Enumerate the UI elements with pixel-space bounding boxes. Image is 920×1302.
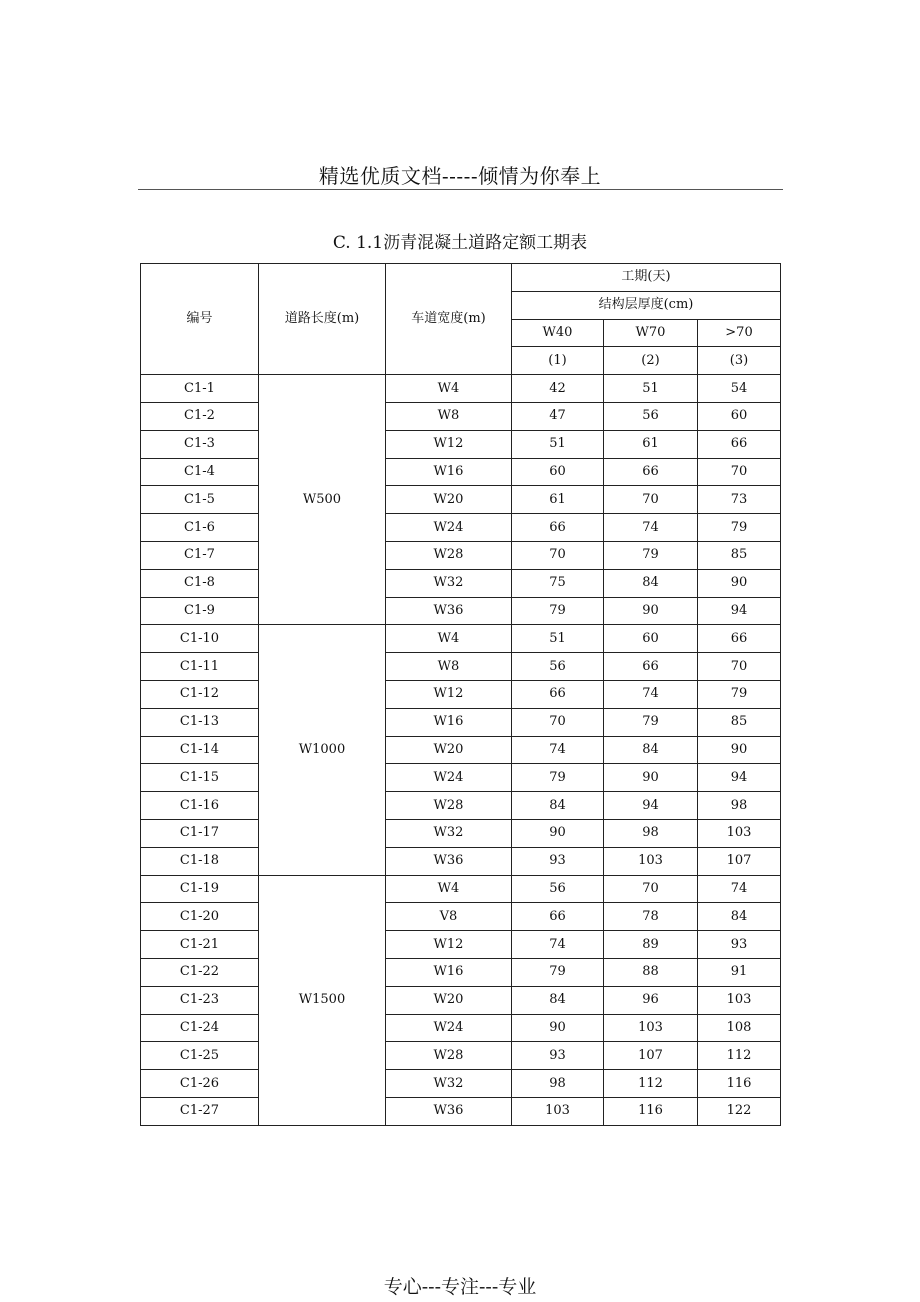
days-gt70: 84 xyxy=(698,903,781,931)
table-row xyxy=(141,1097,781,1125)
road-length-group: W1500 xyxy=(259,875,386,1125)
days-w70: 116 xyxy=(604,1097,698,1125)
days-w40: 66 xyxy=(512,514,604,542)
days-w40: 98 xyxy=(512,1070,604,1098)
days-gt70: 66 xyxy=(698,625,781,653)
days-w40: 56 xyxy=(512,653,604,681)
row-id: C1-3 xyxy=(141,430,259,458)
days-gt70: 54 xyxy=(698,375,781,403)
days-w40: 61 xyxy=(512,486,604,514)
table-row xyxy=(141,514,781,542)
table-row xyxy=(141,402,781,430)
days-gt70: 108 xyxy=(698,1014,781,1042)
days-w70: 94 xyxy=(604,792,698,820)
table-row xyxy=(141,819,781,847)
days-gt70: 79 xyxy=(698,514,781,542)
road-length-group: W500 xyxy=(259,375,386,625)
days-w40: 60 xyxy=(512,458,604,486)
table-row xyxy=(141,764,781,792)
days-w70: 70 xyxy=(604,486,698,514)
lane-width: W28 xyxy=(386,792,512,820)
table-row xyxy=(141,1042,781,1070)
days-w40: 66 xyxy=(512,680,604,708)
days-w40: 84 xyxy=(512,986,604,1014)
lane-width: W24 xyxy=(386,514,512,542)
table-row xyxy=(141,569,781,597)
days-w40: 51 xyxy=(512,430,604,458)
days-w70: 60 xyxy=(604,625,698,653)
days-w70: 66 xyxy=(604,653,698,681)
table-row xyxy=(141,653,781,681)
days-w70: 90 xyxy=(604,597,698,625)
days-gt70: 79 xyxy=(698,680,781,708)
lane-width: W24 xyxy=(386,764,512,792)
days-w40: 90 xyxy=(512,1014,604,1042)
lane-width: W4 xyxy=(386,375,512,403)
days-w70: 51 xyxy=(604,375,698,403)
days-w40: 75 xyxy=(512,569,604,597)
days-w70: 70 xyxy=(604,875,698,903)
lane-width: W28 xyxy=(386,1042,512,1070)
lane-width: W36 xyxy=(386,847,512,875)
header-period: 工期(天) xyxy=(512,264,781,292)
days-w70: 84 xyxy=(604,736,698,764)
row-id: C1-8 xyxy=(141,569,259,597)
lane-width: W12 xyxy=(386,931,512,959)
row-id: C1-17 xyxy=(141,819,259,847)
lane-width: V8 xyxy=(386,903,512,931)
row-id: C1-25 xyxy=(141,1042,259,1070)
row-id: C1-18 xyxy=(141,847,259,875)
row-id: C1-13 xyxy=(141,708,259,736)
days-w70: 74 xyxy=(604,514,698,542)
days-w40: 90 xyxy=(512,819,604,847)
days-gt70: 90 xyxy=(698,736,781,764)
lane-width: W20 xyxy=(386,486,512,514)
days-gt70: 103 xyxy=(698,986,781,1014)
row-id: C1-26 xyxy=(141,1070,259,1098)
days-w70: 103 xyxy=(604,1014,698,1042)
header-divider xyxy=(138,189,783,190)
lane-width: W24 xyxy=(386,1014,512,1042)
header-col-w40: W40 xyxy=(512,319,604,347)
lane-width: W8 xyxy=(386,402,512,430)
row-id: C1-6 xyxy=(141,514,259,542)
lane-width: W20 xyxy=(386,986,512,1014)
row-id: C1-7 xyxy=(141,541,259,569)
row-id: C1-10 xyxy=(141,625,259,653)
days-w40: 79 xyxy=(512,597,604,625)
row-id: C1-20 xyxy=(141,903,259,931)
table-row xyxy=(141,792,781,820)
table-row xyxy=(141,736,781,764)
days-gt70: 85 xyxy=(698,541,781,569)
table-row xyxy=(141,847,781,875)
days-w70: 79 xyxy=(604,708,698,736)
table-row xyxy=(141,931,781,959)
table-row xyxy=(141,430,781,458)
row-id: C1-23 xyxy=(141,986,259,1014)
lane-width: W4 xyxy=(386,875,512,903)
row-id: C1-15 xyxy=(141,764,259,792)
days-gt70: 91 xyxy=(698,958,781,986)
days-w40: 47 xyxy=(512,402,604,430)
row-id: C1-9 xyxy=(141,597,259,625)
days-gt70: 66 xyxy=(698,430,781,458)
row-id: C1-24 xyxy=(141,1014,259,1042)
days-gt70: 74 xyxy=(698,875,781,903)
days-gt70: 90 xyxy=(698,569,781,597)
row-id: C1-22 xyxy=(141,958,259,986)
days-w40: 70 xyxy=(512,541,604,569)
row-id: C1-16 xyxy=(141,792,259,820)
days-w70: 90 xyxy=(604,764,698,792)
days-w70: 66 xyxy=(604,458,698,486)
days-w40: 51 xyxy=(512,625,604,653)
days-w40: 103 xyxy=(512,1097,604,1125)
table-row xyxy=(141,597,781,625)
table-row xyxy=(141,680,781,708)
header-num-1: (1) xyxy=(512,347,604,375)
lane-width: W16 xyxy=(386,708,512,736)
table-row xyxy=(141,1014,781,1042)
header-num-3: (3) xyxy=(698,347,781,375)
table-caption: C. 1.1沥青混凝土道路定额工期表 xyxy=(332,233,588,253)
days-w40: 79 xyxy=(512,764,604,792)
table-row xyxy=(141,986,781,1014)
days-gt70: 73 xyxy=(698,486,781,514)
days-w70: 96 xyxy=(604,986,698,1014)
row-id: C1-2 xyxy=(141,402,259,430)
row-id: C1-27 xyxy=(141,1097,259,1125)
table-row xyxy=(141,903,781,931)
days-gt70: 98 xyxy=(698,792,781,820)
header-col-w70: W70 xyxy=(604,319,698,347)
row-id: C1-12 xyxy=(141,680,259,708)
days-w40: 56 xyxy=(512,875,604,903)
days-w40: 93 xyxy=(512,847,604,875)
days-w40: 79 xyxy=(512,958,604,986)
days-w40: 70 xyxy=(512,708,604,736)
table-row xyxy=(141,375,781,403)
days-w70: 103 xyxy=(604,847,698,875)
days-gt70: 103 xyxy=(698,819,781,847)
lane-width: W36 xyxy=(386,1097,512,1125)
table-row xyxy=(141,875,781,903)
schedule-table xyxy=(140,263,781,1126)
lane-width: W12 xyxy=(386,430,512,458)
header-num-2: (2) xyxy=(604,347,698,375)
days-w70: 78 xyxy=(604,903,698,931)
days-w40: 84 xyxy=(512,792,604,820)
table-row xyxy=(141,486,781,514)
lane-width: W32 xyxy=(386,569,512,597)
days-w70: 98 xyxy=(604,819,698,847)
days-w40: 93 xyxy=(512,1042,604,1070)
lane-width: W28 xyxy=(386,541,512,569)
lane-width: W36 xyxy=(386,597,512,625)
table-row xyxy=(141,625,781,653)
row-id: C1-11 xyxy=(141,653,259,681)
header-id: 编号 xyxy=(141,264,259,375)
days-w70: 61 xyxy=(604,430,698,458)
days-gt70: 94 xyxy=(698,597,781,625)
page-header: 精选优质文档-----倾情为你奉上 xyxy=(318,164,602,188)
table-row xyxy=(141,958,781,986)
days-w70: 56 xyxy=(604,402,698,430)
page-footer: 专心---专注---专业 xyxy=(383,1276,537,1298)
days-gt70: 85 xyxy=(698,708,781,736)
days-w40: 74 xyxy=(512,736,604,764)
days-w70: 84 xyxy=(604,569,698,597)
table-row xyxy=(141,1070,781,1098)
lane-width: W16 xyxy=(386,458,512,486)
row-id: C1-19 xyxy=(141,875,259,903)
days-gt70: 60 xyxy=(698,402,781,430)
days-w70: 74 xyxy=(604,680,698,708)
days-w40: 74 xyxy=(512,931,604,959)
lane-width: W4 xyxy=(386,625,512,653)
table-row xyxy=(141,458,781,486)
row-id: C1-4 xyxy=(141,458,259,486)
road-length-group: W1000 xyxy=(259,625,386,875)
lane-width: W16 xyxy=(386,958,512,986)
lane-width: W20 xyxy=(386,736,512,764)
header-road-length: 道路长度(m) xyxy=(259,264,386,375)
days-gt70: 122 xyxy=(698,1097,781,1125)
row-id: C1-5 xyxy=(141,486,259,514)
table-row xyxy=(141,708,781,736)
lane-width: W32 xyxy=(386,819,512,847)
row-id: C1-1 xyxy=(141,375,259,403)
header-thickness: 结构层厚度(cm) xyxy=(512,291,781,319)
days-w70: 89 xyxy=(604,931,698,959)
lane-width: W32 xyxy=(386,1070,512,1098)
days-gt70: 93 xyxy=(698,931,781,959)
days-w70: 112 xyxy=(604,1070,698,1098)
days-gt70: 94 xyxy=(698,764,781,792)
days-w40: 42 xyxy=(512,375,604,403)
row-id: C1-21 xyxy=(141,931,259,959)
days-gt70: 112 xyxy=(698,1042,781,1070)
days-gt70: 116 xyxy=(698,1070,781,1098)
days-w70: 107 xyxy=(604,1042,698,1070)
lane-width: W8 xyxy=(386,653,512,681)
header-lane-width: 车道宽度(m) xyxy=(386,264,512,375)
header-col-gt70: >70 xyxy=(698,319,781,347)
days-w70: 79 xyxy=(604,541,698,569)
days-w40: 66 xyxy=(512,903,604,931)
days-w70: 88 xyxy=(604,958,698,986)
days-gt70: 70 xyxy=(698,653,781,681)
days-gt70: 107 xyxy=(698,847,781,875)
lane-width: W12 xyxy=(386,680,512,708)
row-id: C1-14 xyxy=(141,736,259,764)
table-row xyxy=(141,541,781,569)
days-gt70: 70 xyxy=(698,458,781,486)
